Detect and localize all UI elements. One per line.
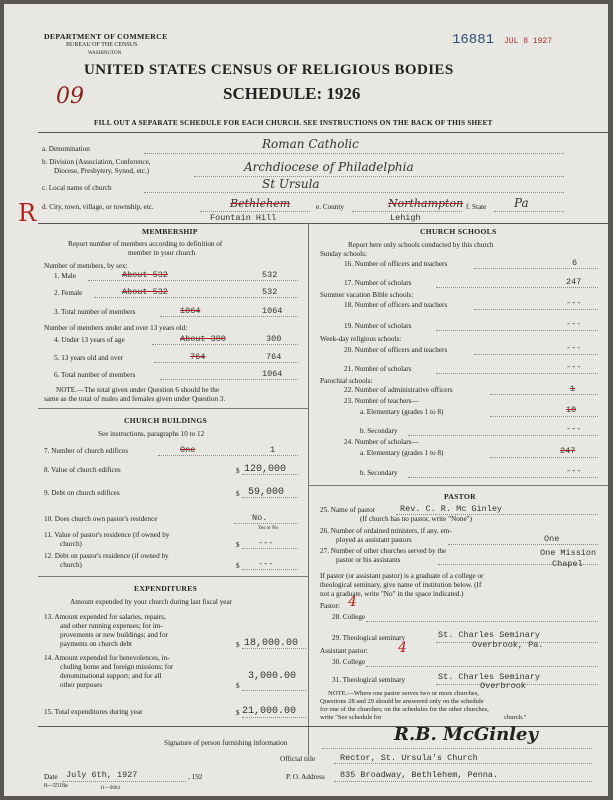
q7-label: 7. Number of church edifices xyxy=(44,447,129,455)
q12-label-2: church) xyxy=(60,561,82,569)
assistant-mark: 4 xyxy=(398,640,407,656)
q17-line xyxy=(436,287,598,288)
q20-value: --- xyxy=(566,343,582,353)
q18-line xyxy=(474,309,598,310)
expenditures-intro: Amount expended by your church during last fiscal year xyxy=(70,598,233,606)
address-label: P. O. Address xyxy=(286,773,325,781)
pastor-subheading: Pastor: xyxy=(320,602,340,610)
q4-struck: About 300 xyxy=(180,334,226,344)
city-heading: WASHINGTON xyxy=(88,51,122,56)
q23-label: 23. Number of teachers— xyxy=(344,397,419,405)
schools-rule xyxy=(308,485,608,486)
denomination-line xyxy=(144,153,564,154)
q24a-line xyxy=(490,457,598,458)
q25-label: 25. Name of pastor xyxy=(320,506,376,514)
q21-line xyxy=(436,373,598,374)
county-struck: Northampton xyxy=(388,197,464,210)
q8-dollar: $ xyxy=(236,467,240,475)
q12-dollar: $ xyxy=(236,562,240,570)
q16-label: 16. Number of officers and teachers xyxy=(344,260,448,268)
q6-value: 1064 xyxy=(262,369,283,379)
division-label-2: Diocese, Presbytery, Synod, etc.) xyxy=(54,167,150,175)
census-form xyxy=(4,4,608,796)
q22-line xyxy=(490,394,598,395)
sunday-heading: Sunday schools: xyxy=(320,250,367,258)
official-title-line xyxy=(334,763,592,764)
q12-value: --- xyxy=(258,559,274,569)
graduate-note-2: theological seminary, give name of institution below. (If xyxy=(320,581,482,589)
q26-value: One xyxy=(544,534,560,544)
address-line xyxy=(334,781,592,782)
q8-label: 8. Value of church edifices xyxy=(44,466,121,474)
q30-label: 30. College xyxy=(332,658,366,666)
county-line xyxy=(352,211,462,212)
q29-value-2: Overbrook, Pa. xyxy=(472,640,544,650)
signature-label: Signature of person furnishing information xyxy=(164,739,288,747)
q27-value: One Mission xyxy=(540,548,597,558)
city-line xyxy=(200,211,310,212)
q19-value: --- xyxy=(566,319,582,329)
q26-label: 26. Number of ordained ministers, if any, em- xyxy=(320,527,452,535)
form-number: 8—5518a xyxy=(44,783,68,789)
q24b-line xyxy=(408,477,598,478)
q17-value: 247 xyxy=(566,277,582,287)
q1-value: 532 xyxy=(262,270,278,280)
q22-value: 1 xyxy=(570,384,576,394)
q3-struck: 1064 xyxy=(180,306,201,316)
q21-value: --- xyxy=(566,362,582,372)
buildings-intro: See instructions, paragraphs 10 to 12 xyxy=(98,430,205,438)
q15-dollar: $ xyxy=(236,709,240,717)
q10-sublabel: Yes or No xyxy=(258,526,279,531)
state-value: Pa xyxy=(514,196,529,210)
received-stamp: JUL 8 1927 xyxy=(504,37,553,46)
q3-value: 1064 xyxy=(262,306,283,316)
top-rule xyxy=(38,132,608,133)
city-value: Fountain Hill xyxy=(210,213,277,223)
q12-line xyxy=(242,569,298,570)
q11-label-2: church) xyxy=(60,540,82,548)
q22-label: 22. Number of administrative officers xyxy=(344,386,453,394)
membership-intro-2: member in your church xyxy=(128,249,196,257)
bureau-heading: BUREAU OF THE CENSUS xyxy=(66,42,138,48)
city-label: d. City, town, village, or township, etc. xyxy=(42,203,154,211)
official-title-label: Official title xyxy=(280,755,316,763)
q4-value: 300 xyxy=(266,334,282,344)
division-value: Archdiocese of Philadelphia xyxy=(244,160,414,174)
q7-line xyxy=(158,455,298,456)
by-sex-heading: Number of members, by sex: xyxy=(44,262,128,270)
q14-line xyxy=(242,690,306,691)
date-value: July 6th, 1927 xyxy=(66,770,138,780)
print-number: 11—9064 xyxy=(100,786,120,791)
r-mark: R xyxy=(18,199,37,227)
q19-line xyxy=(436,330,598,331)
q18-label: 18. Number of officers and teachers xyxy=(344,301,448,309)
q14-label-4: other purposes xyxy=(60,681,103,689)
q9-label: 9. Debt on church edifices xyxy=(44,489,120,497)
q2-line xyxy=(94,297,298,298)
weekday-heading: Week-day religious schools: xyxy=(320,335,402,343)
state-line xyxy=(494,211,564,212)
pastor-note-4b: church." xyxy=(504,714,527,721)
q15-value: 21,000.00 xyxy=(242,706,297,717)
summer-heading: Summer vacation Bible schools: xyxy=(320,291,414,299)
signature-line xyxy=(322,748,592,749)
q31-value: St. Charles Seminary xyxy=(438,672,541,682)
q26-line xyxy=(448,544,598,545)
q28-line xyxy=(366,621,598,622)
church-name-line xyxy=(144,192,564,193)
q15-label: 15. Total expenditures during year xyxy=(44,708,143,716)
q25-value: Rev. C. R. Mc Ginley xyxy=(400,504,503,514)
q12-label: 12. Debt on pastor's residence (if owned by xyxy=(44,552,169,560)
q1-struck: About 532 xyxy=(122,270,168,280)
q23a-value: 10 xyxy=(566,405,577,415)
q3-label: 3. Total number of members xyxy=(54,308,136,316)
signature-value: R.B. McGinley xyxy=(394,724,538,745)
graduate-note-3: not a graduate, write "No" in the space indicated.) xyxy=(320,590,464,598)
q20-label: 20. Number of officers and teachers xyxy=(344,346,448,354)
assistant-subheading: Assistant pastor: xyxy=(320,647,368,655)
q29-value: St. Charles Seminary xyxy=(438,630,541,640)
q4-line xyxy=(152,344,298,345)
q18-value: --- xyxy=(566,298,582,308)
q8-value: 120,000 xyxy=(244,464,287,475)
pastor-note-3: for one of the churches; on the schedules for the other churches, xyxy=(320,706,489,713)
q24a-label: a. Elementary (grades 1 to 8) xyxy=(360,449,444,457)
q31-label: 31. Theological seminary xyxy=(332,676,406,684)
county-label: e. County xyxy=(316,203,344,211)
column-divider xyxy=(308,223,309,756)
q24a-value: 247 xyxy=(560,446,576,456)
q10-line xyxy=(234,523,298,524)
county-value: Lehigh xyxy=(390,213,421,223)
city-struck: Bethlehem xyxy=(230,197,291,210)
q4-label: 4. Under 13 years of age xyxy=(54,336,125,344)
q21-label: 21. Number of scholars xyxy=(344,365,412,373)
form-title: UNITED STATES CENSUS OF RELIGIOUS BODIES xyxy=(84,62,454,78)
q11-value: --- xyxy=(258,538,274,548)
ident-rule xyxy=(38,223,608,224)
q19-label: 19. Number of scholars xyxy=(344,322,412,330)
q25-sublabel: (If church has no pastor, write "None") xyxy=(360,515,472,523)
q27-label: 27. Number of other churches served by the xyxy=(320,547,447,555)
church-name-value: St Ursula xyxy=(262,177,320,191)
q15-line xyxy=(242,717,306,718)
q14-label-2: cluding home and foreign missions; for xyxy=(60,663,174,671)
pastor-mark: 4 xyxy=(348,594,357,610)
q23b-line xyxy=(408,435,598,436)
q14-value: 3,000.00 xyxy=(248,671,297,682)
expenditures-title: EXPENDITURES xyxy=(134,584,198,593)
q20-line xyxy=(474,354,598,355)
q1-label: 1. Male xyxy=(54,272,76,280)
q27-label-2: pastor or his assistants xyxy=(336,556,401,564)
q7-struck: One xyxy=(180,445,196,455)
q10-value: No. xyxy=(252,513,268,523)
membership-intro-1: Report number of members according to definition of xyxy=(68,240,223,248)
official-title-value: Rector, St. Ursula's Church xyxy=(340,753,478,763)
schools-title: CHURCH SCHOOLS xyxy=(420,227,497,236)
q28-label: 28. College xyxy=(332,613,366,621)
pastor-note-1: NOTE.—Where one pastor serves two or more churches, xyxy=(328,690,480,697)
parochial-heading: Parochial schools: xyxy=(320,377,373,385)
q5-value: 764 xyxy=(266,352,282,362)
q23a-label: a. Elementary (grades 1 to 8) xyxy=(360,408,444,416)
q5-line xyxy=(154,362,298,363)
q2-struck: About 532 xyxy=(122,287,168,297)
q16-value: 6 xyxy=(572,258,578,268)
q2-value: 532 xyxy=(262,287,278,297)
q11-label: 11. Value of pastor's residence (if owned by xyxy=(44,531,170,539)
division-label: b. Division (Association, Conference, xyxy=(42,158,151,166)
pastor-title: PASTOR xyxy=(444,492,476,501)
q24b-label: b. Secondary xyxy=(360,469,398,477)
q6-label: 6. Total number of members xyxy=(54,371,136,379)
q23b-value: --- xyxy=(566,424,582,434)
q9-dollar: $ xyxy=(236,490,240,498)
q2-label: 2. Female xyxy=(54,289,83,297)
q24b-value: --- xyxy=(566,466,582,476)
membership-note-2: same as the total of males and females given under Question 3. xyxy=(44,395,226,403)
q7-value: 1 xyxy=(270,445,276,455)
q23a-line xyxy=(490,416,598,417)
schools-intro: Report here only schools conducted by this church xyxy=(348,241,494,249)
denomination-value: Roman Catholic xyxy=(262,137,359,151)
form-subtitle: SCHEDULE: 1926 xyxy=(223,84,361,103)
q14-dollar: $ xyxy=(236,682,240,690)
date-line xyxy=(62,781,186,782)
q31-value-2: Overbrook xyxy=(480,681,526,691)
graduate-note-1: If pastor (or assistant pastor) is a graduate of a college or xyxy=(320,572,484,580)
church-name-label: c. Local name of church xyxy=(42,184,112,192)
q17-label: 17. Number of scholars xyxy=(344,279,412,287)
state-label: f. State xyxy=(466,203,487,211)
date-year: , 192 xyxy=(188,773,203,781)
q11-dollar: $ xyxy=(236,541,240,549)
q10-label: 10. Does church own pastor's residence xyxy=(44,515,158,523)
q9-value: 59,000 xyxy=(248,487,285,498)
instruction-line: FILL OUT A SEPARATE SCHEDULE FOR EACH CHURCH. SEE INSTRUCTIONS ON THE BACK OF THIS SHEET xyxy=(94,118,493,127)
buildings-title: CHURCH BUILDINGS xyxy=(124,416,208,425)
division-line xyxy=(194,176,564,177)
pastor-note-4: write "See schedule for xyxy=(320,714,382,721)
q14-label: 14. Amount expended for benevolences, in- xyxy=(44,654,170,662)
q13-label: 13. Amount expended for salaries, repairs, xyxy=(44,613,166,621)
membership-title: MEMBERSHIP xyxy=(142,227,198,236)
q14-label-3: denominational support; and for all xyxy=(60,672,162,680)
serial-number: 16881 xyxy=(452,32,495,48)
q1-line xyxy=(88,280,298,281)
address-value: 835 Broadway, Bethlehem, Penna. xyxy=(340,770,499,780)
buildings-rule xyxy=(38,576,308,577)
q16-line xyxy=(474,268,598,269)
date-label: Date xyxy=(44,773,58,781)
q13-label-3: provements or new buildings; and for xyxy=(60,631,168,639)
q24-label: 24. Number of scholars— xyxy=(344,438,419,446)
q29-label: 29. Theological seminary xyxy=(332,634,406,642)
denomination-label: a. Denomination xyxy=(42,145,90,153)
q6-line xyxy=(160,379,298,380)
q30-line xyxy=(366,666,598,667)
dept-heading: DEPARTMENT OF COMMERCE xyxy=(44,32,168,41)
handwritten-number: 09 xyxy=(56,84,84,109)
membership-rule xyxy=(38,408,308,409)
q13-label-2: and other running expenses; for im- xyxy=(60,622,163,630)
q26-label-2: ployed as assistant pastors xyxy=(336,536,412,544)
q3-line xyxy=(160,316,298,317)
q13-value: 18,000.00 xyxy=(244,638,299,649)
q13-label-4: payments on church debt xyxy=(60,640,133,648)
age-heading: Number of members under and over 13 years old: xyxy=(44,324,188,332)
membership-note-1: NOTE.—The total given under Question 6 should be the xyxy=(56,386,220,394)
q5-struck: 764 xyxy=(190,352,206,362)
q23b-label: b. Secondary xyxy=(360,427,398,435)
q5-label: 5. 13 years old and over xyxy=(54,354,124,362)
q13-dollar: $ xyxy=(236,641,240,649)
pastor-note-2: Questions 28 and 29 should be answered only on the schedule xyxy=(320,698,484,705)
q11-line xyxy=(242,548,298,549)
q27-value-2: Chapel xyxy=(552,559,583,569)
